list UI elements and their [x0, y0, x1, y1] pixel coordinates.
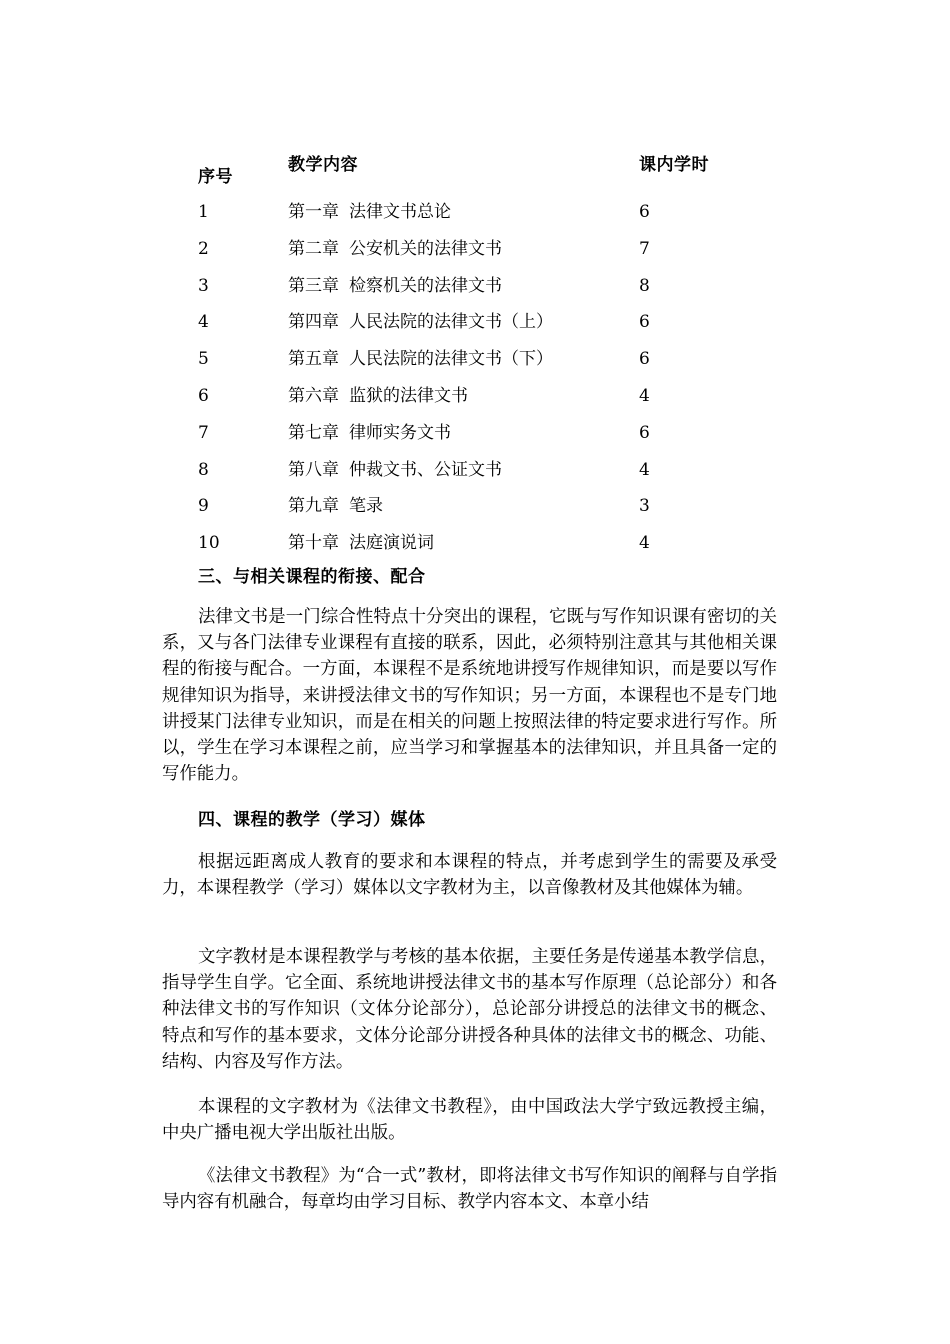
table-row	[198, 341, 758, 378]
row-title: 检察机关的法律文书	[349, 275, 502, 296]
row-index: 10	[198, 533, 220, 554]
row-hours: 4	[639, 459, 650, 480]
row-index: 6	[198, 385, 209, 406]
header-hours: 课内学时	[639, 155, 709, 175]
row-chapter: 第五章	[288, 349, 339, 370]
row-index: 9	[198, 496, 209, 517]
row-chapter: 第六章	[288, 385, 339, 406]
section-3-paragraph: 法律文书是一门综合性特点十分突出的课程，它既与写作知识课有密切的关系，又与各门法律专业课程有直接的联系，因此，必须特别注意其与其他相关课程的衔接与配合。一方面，本课程不是系统地讲授写作规律知识，而是要以写作规律知识为指导，来讲授法律文书的写作知识；另一方面，本课程也不是专门地讲授某门法律专业知识，而是在相关的问题上按照法律的特定要求进行写作。所以，学生在学习本课程之前，应当学习和掌握基本的法律知识，并且具备一定的写作能力。	[162, 607, 777, 785]
row-content	[288, 341, 553, 378]
row-content	[288, 194, 451, 231]
row-hours: 4	[639, 533, 650, 554]
row-hours: 6	[639, 312, 650, 333]
table-row	[198, 268, 758, 305]
section-4-paragraph-1: 根据远距离成人教育的要求和本课程的特点，并考虑到学生的需要及承受力，本课程教学（学习）媒体以文字教材为主，以音像教材及其他媒体为辅。	[162, 852, 777, 899]
row-content	[288, 452, 502, 489]
table-row	[198, 525, 758, 562]
table-row	[198, 304, 758, 341]
row-content	[288, 488, 383, 525]
row-index: 1	[198, 202, 209, 222]
row-title: 法庭演说词	[349, 533, 434, 554]
section-4-paragraph-2: 文字教材是本课程教学与考核的基本依据，主要任务是传递基本教学信息，指导学生自学。它全面、系统地讲授法律文书的基本写作原理（总论部分）和各种法律文书的写作知识（文体分论部分），总论部分讲授总的法律文书的概念、特点和写作的基本要求，文体分论部分讲授各种具体的法律文书的概念、功能、结构、内容及写作方法。	[162, 947, 777, 1072]
row-hours: 6	[639, 422, 650, 443]
table-row	[198, 231, 758, 268]
header-index: 序号	[198, 167, 233, 187]
row-title: 律师实务文书	[349, 422, 451, 443]
header-content: 教学内容	[288, 155, 358, 175]
section-3-heading: 三、与相关课程的衔接、配合	[198, 567, 426, 587]
table-header	[198, 148, 758, 194]
row-content	[288, 231, 502, 268]
table-row	[198, 194, 758, 231]
row-hours: 6	[639, 349, 650, 370]
row-title: 笔录	[349, 496, 383, 517]
table-row	[198, 415, 758, 452]
row-content	[288, 415, 451, 452]
row-title: 法律文书总论	[349, 202, 451, 222]
row-index: 3	[198, 275, 209, 296]
row-hours: 8	[639, 275, 650, 296]
row-content	[288, 268, 502, 305]
row-content	[288, 378, 468, 415]
row-hours: 4	[639, 385, 650, 406]
row-index: 5	[198, 349, 209, 370]
curriculum-table	[198, 148, 758, 562]
row-hours: 6	[639, 202, 650, 222]
table-row	[198, 452, 758, 489]
row-chapter: 第七章	[288, 422, 339, 443]
row-content	[288, 304, 553, 341]
row-chapter: 第三章	[288, 275, 339, 296]
section-4-heading: 四、课程的教学（学习）媒体	[198, 810, 426, 830]
row-hours: 3	[639, 496, 650, 517]
section-4-paragraph-3: 本课程的文字教材为《法律文书教程》，由中国政法大学宁致远教授主编，中央广播电视大学出版社出版。	[162, 1097, 777, 1144]
section-4-paragraph-4: 《法律文书教程》为“合一式”教材，即将法律文书写作知识的阐释与自学指导内容有机融合，每章均由学习目标、教学内容本文、本章小结	[162, 1166, 777, 1213]
row-chapter: 第十章	[288, 533, 339, 554]
row-chapter: 第八章	[288, 459, 339, 480]
row-title: 公安机关的法律文书	[349, 238, 502, 259]
row-content	[288, 525, 434, 562]
row-title: 仲裁文书、公证文书	[349, 459, 502, 480]
row-title: 监狱的法律文书	[349, 385, 468, 406]
row-hours: 7	[639, 238, 650, 259]
row-title: 人民法院的法律文书（上）	[349, 312, 553, 333]
row-index: 2	[198, 238, 209, 259]
row-chapter: 第九章	[288, 496, 339, 517]
row-chapter: 第二章	[288, 238, 339, 259]
table-row	[198, 378, 758, 415]
row-index: 4	[198, 312, 209, 333]
row-chapter: 第四章	[288, 312, 339, 333]
table-row	[198, 488, 758, 525]
row-title: 人民法院的法律文书（下）	[349, 349, 553, 370]
row-chapter: 第一章	[288, 202, 339, 222]
row-index: 7	[198, 422, 209, 443]
row-index: 8	[198, 459, 209, 480]
